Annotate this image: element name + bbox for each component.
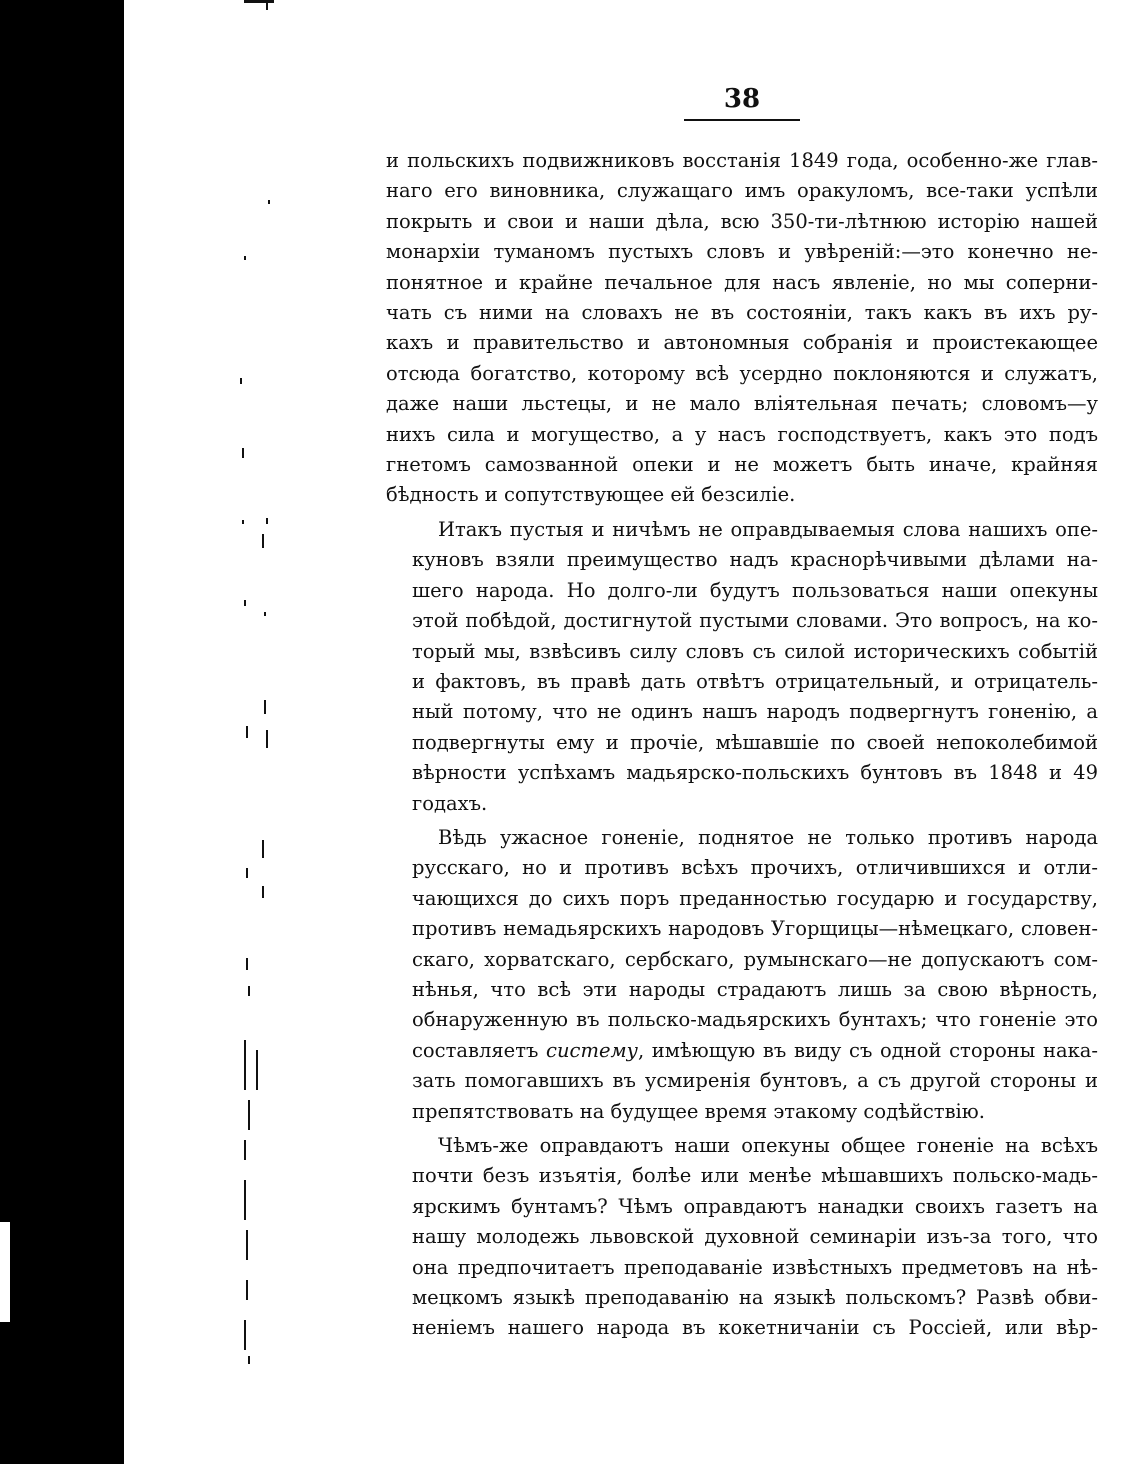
scan-speck (244, 1320, 246, 1350)
text-line: мецкомъ языкѣ преподаванію на языкѣ польскомъ? Развѣ обви- (412, 1286, 1098, 1310)
text-line: и фактовъ, въ правѣ дать отвѣтъ отрицательный, и отрицатель- (412, 669, 1098, 693)
text-line: чать съ ними на словахъ не въ состояніи, такъ какъ въ ихъ ру- (386, 301, 1098, 325)
scan-speck (262, 886, 264, 898)
paragraph-2 (386, 515, 1098, 819)
scan-speck (244, 1040, 246, 1090)
text-line: Итакъ пустыя и ничѣмъ не оправдываемыя слова нашихъ опе- (438, 517, 1098, 541)
text-line: ный потому, что не одинъ нашъ народъ подвергнутъ гоненію, а (412, 700, 1098, 724)
text-line: скаго, хорватскаго, сербскаго, румынскаго—не допускаютъ сом- (412, 947, 1098, 971)
text-line: зать помогавшихъ въ усмиренія бунтовъ, а съ другой стороны и (412, 1069, 1098, 1093)
text-line: наго его виновника, служащаго имъ оракуломъ, все-таки успѣли (386, 179, 1098, 203)
scan-speck (244, 600, 246, 606)
scan-speck (242, 448, 244, 458)
scan-speck (268, 200, 270, 204)
scan-speck (244, 0, 274, 3)
text-line: торый мы, взвѣсивъ силу словъ съ силой историческихъ событій (412, 639, 1098, 663)
text-line: и польскихъ подвижниковъ восстанія 1849 года, особенно-же глав- (386, 149, 1098, 172)
text-line: годахъ. (412, 791, 488, 815)
text-segment: составляетъ (412, 1038, 547, 1062)
body-text (386, 146, 1098, 1348)
text-segment: , имѣющую въ виду съ одной стороны нака- (637, 1038, 1098, 1062)
text-line: нѣнья, что всѣ эти народы страдаютъ лишь за свою вѣрность, (412, 977, 1098, 1001)
text-line: отсюда богатство, которому всѣ усердно поклоняются и служатъ, (386, 361, 1098, 385)
text-line-with-italic (386, 1036, 1098, 1066)
text-line: шего народа. Но долго-ли будутъ пользоваться наши опекуны (412, 578, 1098, 602)
scan-speck (266, 0, 268, 10)
scan-speck (246, 726, 248, 738)
scan-speck (244, 1180, 246, 1220)
text-line: почти безъ изъятія, болѣе или менѣе мѣшавшихъ польско-мадь- (412, 1164, 1098, 1188)
gutter-scan-marks (236, 0, 276, 1464)
text-line: понятное и крайне печальное для насъ явленіе, но мы соперни- (386, 270, 1098, 294)
text-line: нихъ сила и могущество, а у насъ господствуетъ, какъ это подъ (386, 422, 1098, 446)
text-line: Чѣмъ-же оправдаютъ наши опекуны общее гоненіе на всѣхъ (438, 1134, 1098, 1157)
text-line: куновъ взяли преимущество надъ краснорѣчивыми дѣлами на- (412, 548, 1098, 572)
scan-speck (262, 534, 264, 548)
scan-speck (246, 1280, 248, 1300)
scan-speck (266, 518, 268, 524)
text-line: нашу молодежь львовской духовной семинаріи изъ-за того, что (412, 1225, 1098, 1249)
binding-notch (0, 1222, 10, 1322)
binding-shadow (0, 0, 124, 1464)
scan-speck (262, 840, 264, 858)
scan-speck (264, 700, 266, 714)
text-line: бѣдность и сопутствующее ей безсиліе. (386, 483, 796, 507)
text-line: покрыть и свои и наши дѣла, всю 350-ти-лѣтнюю исторію нашей (386, 209, 1098, 233)
text-line: монархіи туманомъ пустыхъ словъ и увѣреній:—это конечно не- (386, 240, 1098, 264)
scan-speck (242, 520, 244, 524)
scan-speck (266, 730, 268, 748)
text-line: она предпочитаетъ преподаваніе извѣстныхъ предметовъ на нѣ- (412, 1255, 1098, 1279)
scan-speck (264, 612, 266, 616)
text-line: подвергнуты ему и прочіе, мѣшавшіе по своей непоколебимой (412, 730, 1098, 754)
paragraph-4 (386, 1131, 1098, 1344)
scan-speck (244, 256, 246, 260)
text-line: ярскимъ бунтамъ? Чѣмъ оправдаютъ нанадки своихъ газетъ на (412, 1194, 1098, 1218)
scan-speck (248, 1100, 250, 1130)
scan-speck (256, 1050, 258, 1090)
paragraph-3 (386, 823, 1098, 1127)
scan-speck (246, 958, 248, 970)
text-line: Вѣдь ужасное гоненіе, поднятое не только противъ народа (438, 825, 1098, 849)
scan-speck (244, 1140, 246, 1160)
text-line: вѣрности успѣхамъ мадьярско-польскихъ бунтовъ въ 1848 и 49 (412, 761, 1098, 785)
scan-speck (248, 1356, 250, 1364)
paragraph-1 (386, 146, 1098, 511)
text-line: гнетомъ самозванной опеки и не можетъ быть иначе, крайняя (386, 453, 1098, 477)
page-number-rule (684, 119, 800, 121)
scan-speck (240, 378, 242, 384)
italic-word: систему (546, 1038, 638, 1062)
text-line: чающихся до сихъ поръ преданностью государю и государству, (412, 886, 1098, 910)
text-line: противъ немадьярскихъ народовъ Угорщицы—нѣмецкаго, словен- (412, 917, 1098, 941)
scan-speck (248, 986, 250, 996)
text-line: даже наши льстецы, и не мало вліятельная печать; словомъ—у (386, 392, 1098, 416)
text-line: этой побѣдой, достигнутой пустыми словами. Это вопросъ, на ко- (412, 609, 1098, 633)
text-line: неніемъ нашего народа въ кокетничаніи съ Россіей, или вѣр- (412, 1316, 1098, 1340)
text-line: русскаго, но и противъ всѣхъ прочихъ, отличившихся и отли- (412, 856, 1098, 880)
page-number: 38 (723, 84, 761, 114)
text-line: кахъ и правительство и автономныя собранія и проистекающее (386, 331, 1098, 355)
scan-speck (246, 1230, 248, 1260)
scan-speck (246, 868, 248, 878)
text-line: обнаруженную въ польско-мадьярскихъ бунтахъ; что гоненіе это (412, 1008, 1098, 1032)
text-line: препятствовать на будущее время этакому содѣйствію. (412, 1099, 985, 1123)
